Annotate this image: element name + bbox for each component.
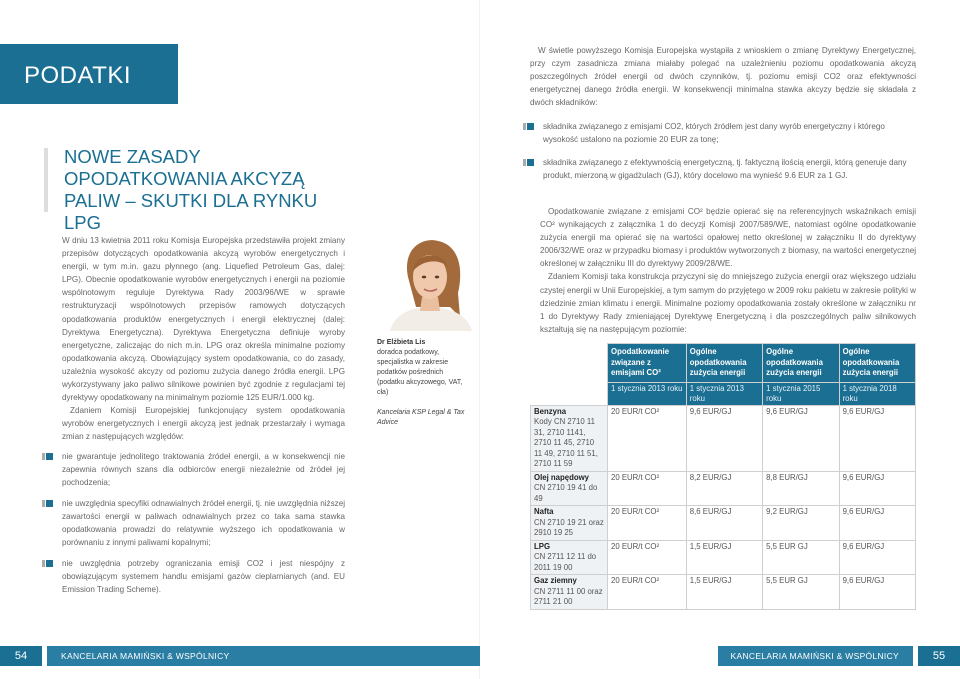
list-item-text: składnika związanego z emisjami CO2, których źródłem jest dany wyrób energetyczny i którego wysokość ustalono na poziomie 20 EUR za tonę;	[543, 122, 885, 145]
bullet-list	[62, 450, 345, 597]
table-cell: 9,6 EUR/GJ	[839, 405, 915, 471]
paragraph: Opodatkowanie związane z emisjami CO² będzie opierać się na referencyjnych wskaźnikach emisji CO² wynikających z załącznika 1 do decyzji Komisji 2007/589/WE, natomiast ogólne opodatkowanie zużycia energii ma opierać się na wartości opałowej netto określonej w załączniku II do dyrektywy 2006/32/WE oraz w przypadku biomasy i produktów wytworzonych z biomasy, na wartości energetycznej określonej w załączniku III do dyrektywy 2009/28/WE.	[540, 207, 916, 269]
author-name: Dr Elżbieta Lis	[377, 339, 426, 346]
author-portrait	[380, 237, 480, 331]
article-body-left	[62, 234, 345, 604]
table-cell: 8,8 EUR/GJ	[763, 471, 839, 506]
table-row	[531, 575, 916, 610]
table-cell: 9,2 EUR/GJ	[763, 506, 839, 541]
headline-accent-bar	[44, 148, 48, 212]
page-number: 54	[0, 646, 42, 666]
bullet-square-icon	[523, 123, 534, 130]
table-cell: 9,6 EUR/GJ	[763, 405, 839, 471]
fuel-cell	[531, 506, 608, 541]
table-cell: 8,6 EUR/GJ	[686, 506, 762, 541]
column-date: 1 stycznia 2015 roku	[763, 382, 839, 405]
author-caption	[377, 338, 469, 428]
list-item-text: nie gwarantuje jednolitego traktowania źródeł energii, a w konsekwencji nie zapewnia równych szans dla odbiorców energii niezależnie od źródeł jej pochodzenia;	[62, 451, 345, 487]
article-headline: NOWE ZASADY OPODATKOWANIA AKCYZĄ PALIW – SKUTKI DLA RYNKU LPG	[64, 146, 318, 233]
footer-left	[0, 646, 480, 666]
table-corner	[531, 344, 608, 383]
table-cell: 5,5 EUR GJ	[763, 575, 839, 610]
page-number: 55	[918, 646, 960, 666]
bullet-square-icon	[42, 453, 53, 460]
list-item-text: nie uwzględnia potrzeby ograniczania emisji CO2 i jest niespójny z obowiązującym systemem handlu emisjami gazów cieplarnianych (and. EU Emission Trading Scheme).	[62, 559, 345, 595]
table-cell: 20 EUR/t CO²	[608, 471, 687, 506]
fuel-codes: Kody CN 2710 11 31, 2710 1141, 2710 11 45, 2710 11 49, 2710 11 51, 2710 11 59	[534, 417, 598, 468]
column-date: 1 stycznia 2013 roku	[686, 382, 762, 405]
footer-right	[480, 646, 960, 666]
fuel-codes: CN 2711 11 00 oraz 2711 21 00	[534, 586, 603, 606]
table-cell: 9,6 EUR/GJ	[839, 575, 915, 610]
section-tab: PODATKI	[0, 44, 178, 104]
table-row	[531, 405, 916, 471]
list-item	[62, 497, 345, 549]
table-cell: 20 EUR/t CO²	[608, 540, 687, 575]
table-cell: 9,6 EUR/GJ	[839, 540, 915, 575]
paragraph: Zdaniem Komisji taka konstrukcja przyczyni się do mniejszego zużycia energii oraz większego udziału czystej energii w Unii Europejskiej, a tym samym do przyjętego w 2009 roku pakietu w zakresie polityki w dziedzinie zmian klimatu i energii. Minimalne poziomy opodatkowania zostały określone w załączniku nr 1 do Dyrektywy Rady zmieniającej Dyrektywę Energetyczną i dla poszczególnych paliw silnikowych kształtują się na następującym poziomie:	[540, 272, 916, 334]
fuel-name: Benzyna	[534, 406, 567, 416]
table-cell: 20 EUR/t CO²	[608, 575, 687, 610]
list-item	[62, 450, 345, 489]
fuel-cell	[531, 405, 608, 471]
footer-firm-name: KANCELARIA MAMIŃSKI & WSPÓLNICY	[47, 646, 480, 666]
fuel-cell	[531, 540, 608, 575]
table-cell: 8,2 EUR/GJ	[686, 471, 762, 506]
paragraph: W dniu 13 kwietnia 2011 roku Komisja Europejska przedstawiła projekt zmiany przepisów dotyczących opodatkowania akcyzą wyrobów energetycznych i energii, w tym m.in. gazu płynnego (ang. Liquefied Petroleum Gas, dalej: LPG). Obecnie opodatkowanie wyrobów energetycznych i energii na poziomie wspólnotowym reguluje Dyrektywa Rady 2003/96/WE w sprawie restrukturyzacji wspólnotowych przepisów ramowych dotyczących opodatkowania produktów energetycznych i energii elektrycznej (dalej: Dyrektywa Energetyczna). Dyrektywa Energetyczna definiuje wyroby energetyczne, zaliczając do nich m.in. LPG oraz określa minimalne poziomy opodatkowania akcyzą. Obowiązujący system opodatkowania, co do zasady, uzależnia wysokość akcyzy od poziomu zużycia danego źródła energii. LPG wykorzystywany jako paliwo silnikowe powinien być zgodnie z regulacjami tej dyrektywy opodatkowany na minimalnym poziomie 125 EUR/1.000 kg.	[62, 236, 345, 403]
bullet-list-right	[543, 120, 916, 192]
fuel-codes: CN 2710 19 21 oraz 2910 19 25	[534, 517, 604, 537]
list-item	[543, 156, 916, 182]
paragraph: Zdaniem Komisji Europejskiej funkcjonujący system opodatkowania wyrobów energetycznych i energii akcyzą jest jednak przestarzały i wymaga zmian z następujących względów:	[62, 406, 345, 442]
list-item-text: nie uwzględnia specyfiki odnawialnych źródeł energii, tj. nie uwzględnia niższej zawartości energii w paliwach odnawialnych przez co taka sama stawka opodatkowania prowadzi do relatywnie wyższego ich opodatkowania w porównaniu z innymi paliwami kopalnymi;	[62, 498, 345, 548]
footer-firm-label: KANCELARIA MAMIŃSKI & WSPÓLNICY	[730, 651, 899, 661]
table-cell: 1,5 EUR/GJ	[686, 540, 762, 575]
table-row	[531, 506, 916, 541]
fuel-cell	[531, 575, 608, 610]
table-row	[531, 540, 916, 575]
bullet-square-icon	[523, 159, 534, 166]
paragraph: W świetle powyższego Komisja Europejska wystąpiła z wnioskiem o zmianę Dyrektywy Energetycznej, przy czym zasadnicza zmiana miałaby polegać na uzależnieniu poziomu opodatkowania akcyzą poszczególnych źródeł energii od dwóch czynników, tj. poziomu emisji CO2 oraz efektywności energetycznej danego źródła energii. W konsekwencji minimalna stawka akcyzy będzie się składała z dwóch składników:	[530, 46, 916, 108]
table-cell: 5,5 EUR GJ	[763, 540, 839, 575]
author-firm: Kancelaria KSP Legal & Tax Advice	[377, 409, 465, 426]
column-header: Opodatkowanie związane z emisjami CO²	[608, 344, 687, 383]
list-item	[543, 120, 916, 146]
fuel-codes: CN 2711 12 11 do 2011 19 00	[534, 552, 597, 572]
table-cell: 20 EUR/t CO²	[608, 405, 687, 471]
list-item	[62, 557, 345, 596]
table-header-row	[531, 344, 916, 383]
table-cell: 9,6 EUR/GJ	[839, 471, 915, 506]
column-date: 1 stycznia 2018 roku	[839, 382, 915, 405]
list-item-text: składnika związanego z efektywnością energetyczną, tj. faktyczną ilością energii, którą generuje dany produkt, mierzoną w gigadżulach (GJ), który docelowo ma wynieść 9.6 EUR za 1 GJ.	[543, 158, 907, 181]
column-date: 1 stycznia 2013 roku	[608, 382, 687, 405]
fuel-name: Nafta	[534, 507, 554, 516]
tax-rate-table	[530, 343, 916, 610]
table-cell: 1,5 EUR/GJ	[686, 575, 762, 610]
fuel-name: Olej napędowy	[534, 472, 590, 482]
column-header: Ogólne opodatkowania zużycia energii	[839, 344, 915, 383]
table-cell: 9,6 EUR/GJ	[839, 506, 915, 541]
footer-firm-name	[480, 646, 913, 666]
article-body-right	[540, 205, 916, 336]
bullet-square-icon	[42, 560, 53, 567]
column-header: Ogólne opodatkowania zużycia energii	[763, 344, 839, 383]
table-row	[531, 471, 916, 506]
bullet-square-icon	[42, 500, 53, 507]
table-corner	[531, 382, 608, 405]
author-role: doradca podatkowy, specjalistka w zakresie podatków pośrednich (podatku akcyzowego, VAT, cła)	[377, 349, 463, 396]
fuel-codes: CN 2710 19 41 do 49	[534, 483, 598, 503]
column-header: Ogólne opodatkowania zużycia energii	[686, 344, 762, 383]
table-cell: 9,6 EUR/GJ	[686, 405, 762, 471]
fuel-name: Gaz ziemny	[534, 576, 577, 585]
fuel-name: LPG	[534, 541, 551, 551]
table-date-row	[531, 382, 916, 405]
fuel-cell	[531, 471, 608, 506]
table-cell: 20 EUR/t CO²	[608, 506, 687, 541]
article-intro-right	[530, 44, 916, 109]
